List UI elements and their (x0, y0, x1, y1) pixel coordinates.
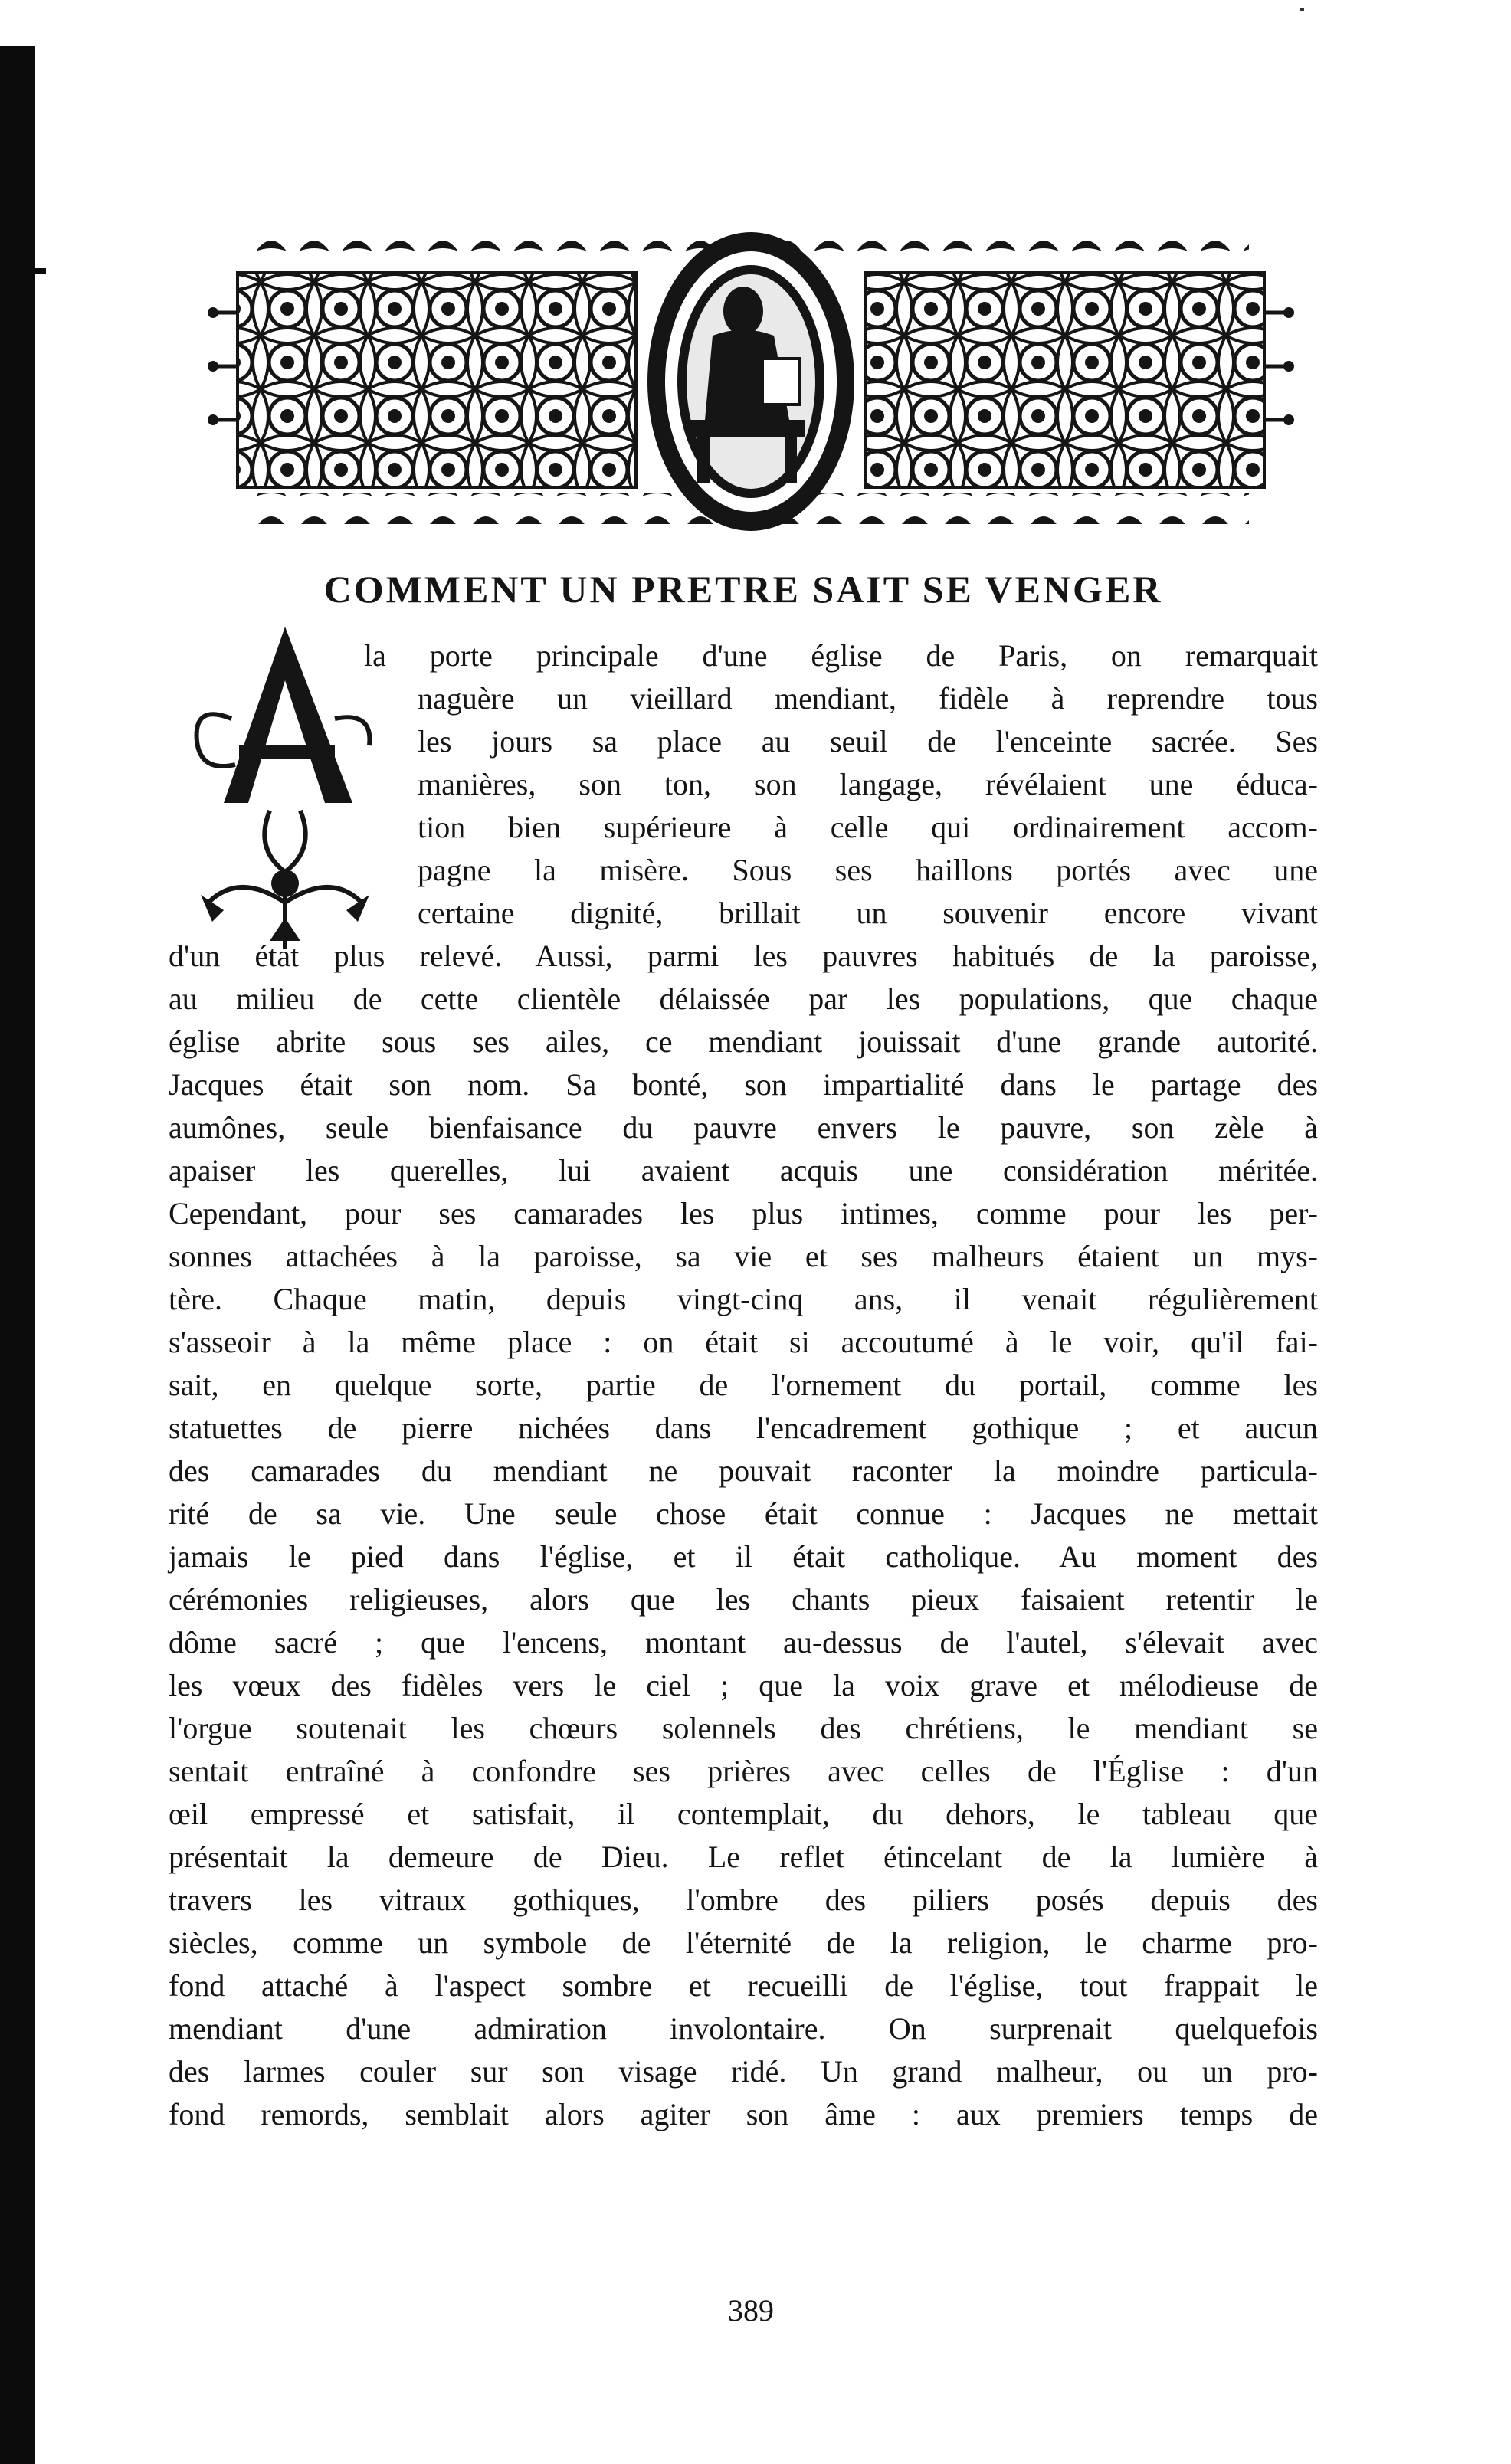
binding-strip (0, 46, 35, 2464)
ornamental-initial-a (178, 619, 392, 956)
text-line: dôme sacré ; que l'encens, montant au-dessus de l'autel, s'élevait avec (169, 1625, 1318, 1660)
text-line: les vœux des fidèles vers le ciel ; que la voix grave et mélodieuse de (169, 1668, 1318, 1702)
text-line: tère. Chaque matin, depuis vingt-cinq ans, il venait régulièrement (169, 1282, 1318, 1316)
text-line: sentait entraîné à confondre ses prières avec celles de l'Église : d'un (169, 1754, 1318, 1788)
text-line: des larmes couler sur son visage ridé. Un grand malheur, ou un pro- (169, 2054, 1318, 2089)
text-line: l'orgue soutenait les chœurs solennels des chrétiens, le mendiant se (169, 1711, 1318, 1745)
text-line: église abrite sous ses ailes, ce mendiant jouissait d'une grande autorité. (169, 1024, 1318, 1059)
text-line: mendiant d'une admiration involontaire. On surprenait quelquefois (169, 2011, 1318, 2046)
text-line: présentait la demeure de Dieu. Le reflet étincelant de la lumière à (169, 1840, 1318, 1874)
text-line: œil empressé et satisfait, il contemplait, du dehors, le tableau que (169, 1797, 1318, 1831)
text-line: s'asseoir à la même place : on était si accoutumé à le voir, qu'il fai- (169, 1325, 1318, 1359)
text-line: Jacques était son nom. Sa bonté, son impartialité dans le partage des (169, 1067, 1318, 1102)
text-line: les jours sa place au seuil de l'enceinte sacrée. Ses (418, 724, 1318, 759)
binding-notch (0, 268, 46, 274)
text-line: sonnes attachées à la paroisse, sa vie et ses malheurs étaient un mys- (169, 1239, 1318, 1273)
text-line: apaiser les querelles, lui avaient acquis une considération méritée. (169, 1153, 1318, 1188)
text-line: rité de sa vie. Une seule chose était connue : Jacques ne mettait (169, 1496, 1318, 1531)
text-line: manières, son ton, son langage, révélaient une éduca- (418, 767, 1318, 801)
text-line: naguère un vieillard mendiant, fidèle à reprendre tous (418, 681, 1318, 716)
text-line: d'un état plus relevé. Aussi, parmi les pauvres habitués de la paroisse, (169, 939, 1318, 973)
text-line: fond remords, semblait alors agiter son âme : aux premiers temps de (169, 2097, 1318, 2131)
text-line: cérémonies religieuses, alors que les chants pieux faisaient retentir le (169, 1582, 1318, 1617)
text-line: statuettes de pierre nichées dans l'encadrement gothique ; et aucun (169, 1411, 1318, 1445)
scan-speck (1300, 8, 1304, 11)
text-line: siècles, comme un symbole de l'éternité de la religion, le charme pro- (169, 1925, 1318, 1960)
ornamental-headpiece (207, 228, 1295, 539)
text-line: jamais le pied dans l'église, et il était catholique. Au moment des (169, 1539, 1318, 1574)
text-line: au milieu de cette clientèle délaissée par les populations, que chaque (169, 981, 1318, 1016)
page-number: 389 (728, 2293, 774, 2328)
text-line: pagne la misère. Sous ses haillons portés avec une (418, 853, 1318, 887)
text-line: certaine dignité, brillait un souvenir encore vivant (418, 896, 1318, 930)
text-line: Cependant, pour ses camarades les plus intimes, comme pour les per- (169, 1196, 1318, 1230)
text-line: fond attaché à l'aspect sombre et recueilli de l'église, tout frappait le (169, 1968, 1318, 2003)
text-line: des camarades du mendiant ne pouvait raconter la moindre particula- (169, 1453, 1318, 1488)
text-line: sait, en quelque sorte, partie de l'ornement du portail, comme les (169, 1368, 1318, 1402)
chapter-title: COMMENT UN PRETRE SAIT SE VENGER (323, 568, 1163, 611)
text-line: la porte principale d'une église de Paris, on remarquait (364, 638, 1318, 673)
text-line: tion bien supérieure à celle qui ordinairement accom- (418, 810, 1318, 844)
text-line: aumônes, seule bienfaisance du pauvre envers le pauvre, son zèle à (169, 1110, 1318, 1145)
text-line: travers les vitraux gothiques, l'ombre des piliers posés depuis des (169, 1882, 1318, 1917)
